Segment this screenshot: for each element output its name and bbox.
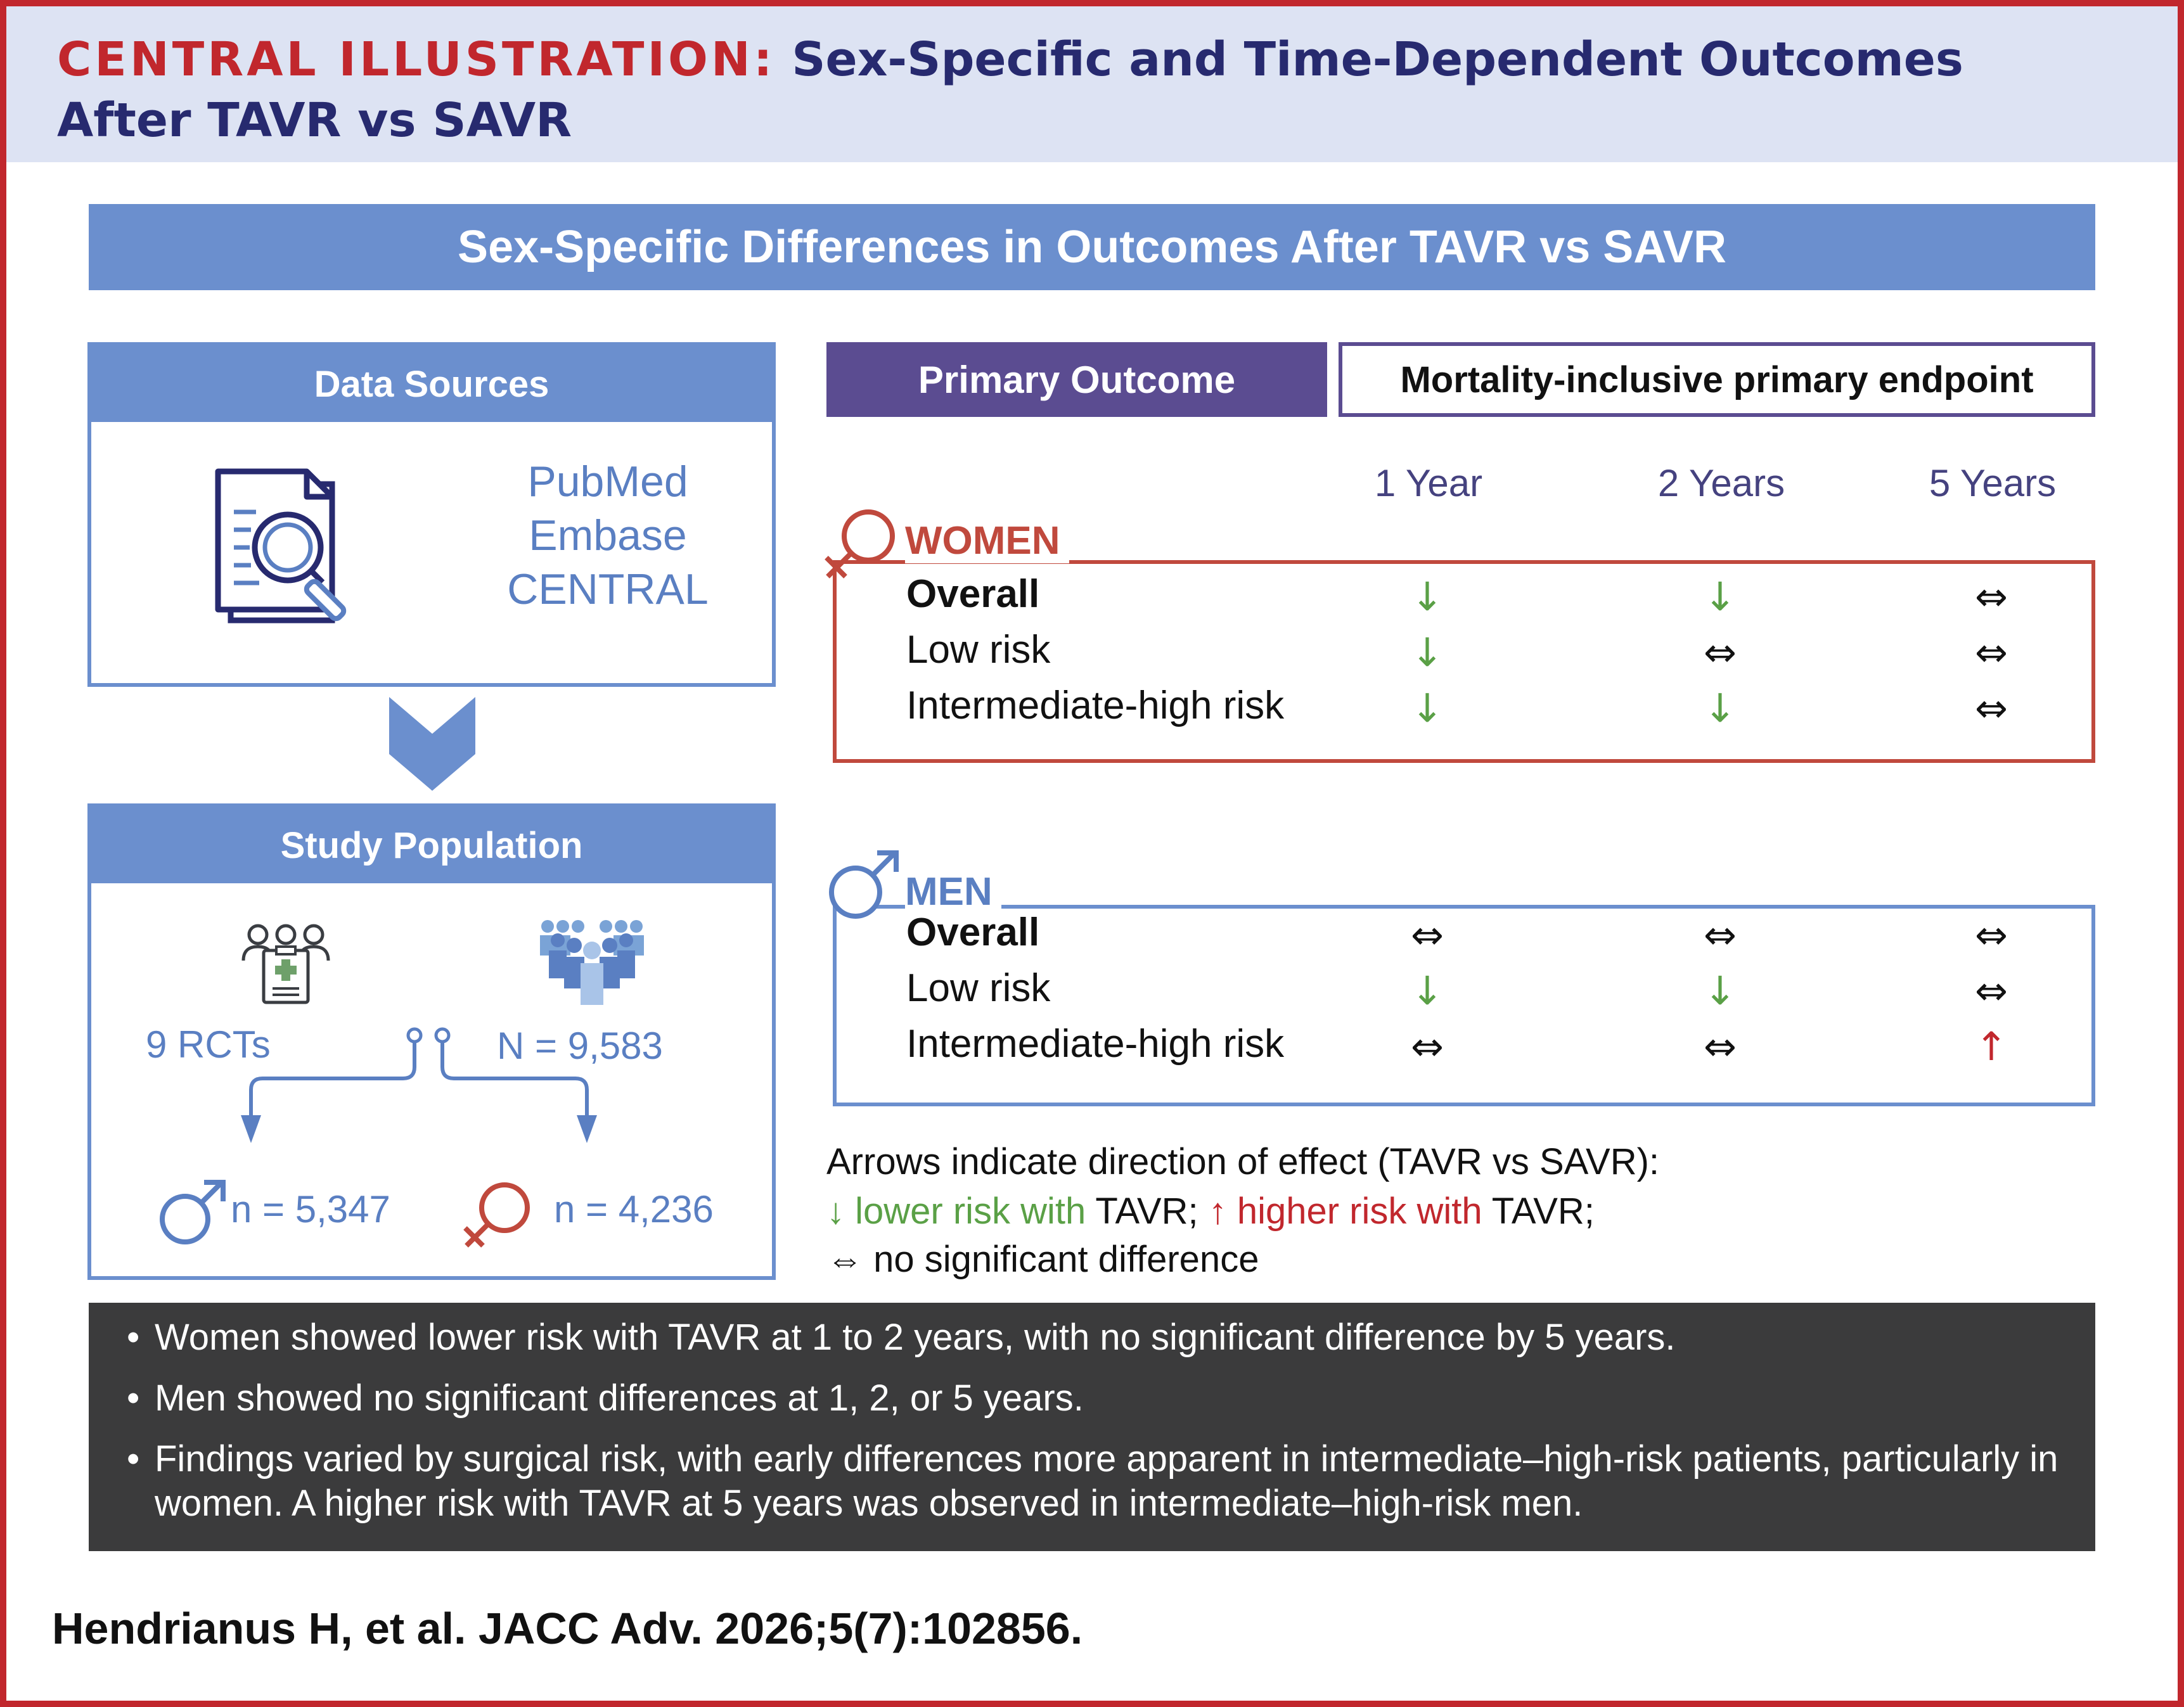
double-arrow-icon: ⇔ (1411, 912, 1444, 958)
title-line-1: Sex-Specific and Time-Dependent Outcomes (792, 32, 1963, 87)
database-embase: Embase (529, 511, 687, 559)
legend-higher-risk-suffix: TAVR; (1491, 1191, 1595, 1232)
double-arrow-icon: ⇔ (1975, 629, 2008, 675)
women-count: n = 4,236 (554, 1188, 714, 1231)
primary-outcome-tab: Primary Outcome (826, 342, 1327, 417)
female-symbol-icon (819, 504, 901, 587)
chevron-down-icon (389, 697, 475, 791)
year-header-1: 1 Year (1374, 462, 1483, 504)
section-banner: Sex-Specific Differences in Outcomes After TAVR vs SAVR (89, 204, 2095, 290)
men-label: MEN (905, 869, 1001, 914)
summary-bullet-3: • Findings varied by surgical risk, with early differences more apparent in intermediate–high-risk patients, particularly in women. A higher risk with TAVR at 5 years was observed in intermediate–high-risk men. (127, 1437, 2064, 1526)
key-findings-summary (89, 1303, 2095, 1551)
data-sources-heading: Data Sources (91, 346, 772, 422)
female-symbol-icon (460, 1177, 536, 1253)
men-row-label: Overall (906, 911, 1040, 954)
double-arrow-icon: ⇔ (1704, 912, 1737, 958)
double-arrow-icon: ⇔ (1704, 629, 1737, 675)
legend-direction-line (826, 1190, 1595, 1232)
study-population-box (87, 803, 776, 1280)
women-row-label: Overall (906, 572, 1040, 616)
women-row-label: Intermediate-high risk (906, 684, 1285, 727)
double-arrow-icon: ⇔ (1975, 573, 2008, 620)
legend-lower-risk-suffix: TAVR; (1095, 1191, 1198, 1232)
population-split-connector (250, 1016, 605, 1168)
down-arrow-icon: ↓ (1411, 968, 1444, 1014)
summary-bullet-1: • Women showed lower risk with TAVR at 1 to 2 years, with no significant difference by 5 years. (127, 1315, 2064, 1360)
year-header-2: 2 Years (1657, 462, 1785, 504)
double-arrow-icon: ⇔ (1975, 685, 2008, 731)
legend-no-difference-line (826, 1238, 1259, 1281)
database-pubmed: PubMed (527, 457, 688, 506)
clinical-trial-clipboard-icon (241, 923, 331, 1004)
men-count: n = 5,347 (231, 1188, 390, 1231)
people-crowd-icon (539, 917, 645, 1006)
double-arrow-icon: ⇔ (1975, 968, 2008, 1014)
rct-count: 9 RCTs (146, 1023, 271, 1066)
male-symbol-icon (158, 1179, 228, 1248)
legend-lower-risk-text: lower risk with (855, 1191, 1086, 1232)
data-sources-box (87, 342, 776, 687)
double-arrow-icon: ⇔ (826, 1239, 863, 1280)
double-arrow-icon: ⇔ (1975, 912, 2008, 958)
down-arrow-icon: ↓ (1411, 573, 1444, 620)
women-row-label: Low risk (906, 628, 1051, 672)
database-central: CENTRAL (507, 565, 709, 613)
year-header-3: 5 Years (1929, 462, 2057, 504)
primary-endpoint-label: Mortality-inclusive primary endpoint (1339, 342, 2095, 417)
women-label: WOMEN (905, 518, 1069, 563)
down-arrow-icon: ↓ (1411, 629, 1444, 675)
legend-higher-risk-text: higher risk with (1237, 1191, 1482, 1232)
up-arrow-icon: ↑ (1208, 1191, 1227, 1232)
double-arrow-icon: ⇔ (1411, 1023, 1444, 1070)
down-arrow-icon: ↓ (1704, 573, 1737, 620)
study-population-heading: Study Population (91, 807, 772, 883)
legend-no-difference-text: no significant difference (873, 1239, 1259, 1280)
header (6, 6, 2178, 162)
down-arrow-icon: ↓ (1411, 685, 1444, 731)
down-arrow-icon: ↓ (1704, 685, 1737, 731)
double-arrow-icon: ⇔ (1704, 1023, 1737, 1070)
central-illustration-label: CENTRAL ILLUSTRATION: (57, 32, 776, 87)
up-arrow-icon: ↑ (1975, 1023, 2008, 1070)
down-arrow-icon: ↓ (1704, 968, 1737, 1014)
legend-intro: Arrows indicate direction of effect (TAVR vs SAVR): (826, 1141, 1660, 1182)
male-symbol-icon (826, 845, 903, 921)
men-row-label: Intermediate-high risk (906, 1022, 1285, 1066)
title-line-2: After TAVR vs SAVR (57, 93, 572, 148)
figure-title (57, 29, 2149, 151)
men-row-label: Low risk (906, 966, 1051, 1010)
summary-bullet-2: • Men showed no significant differences at 1, 2, or 5 years. (127, 1376, 2064, 1421)
document-search-icon (205, 459, 395, 649)
total-participants: N = 9,583 (497, 1025, 663, 1067)
citation: Hendrianus H, et al. JACC Adv. 2026;5(7):102856. (52, 1604, 1083, 1653)
down-arrow-icon: ↓ (826, 1191, 845, 1232)
